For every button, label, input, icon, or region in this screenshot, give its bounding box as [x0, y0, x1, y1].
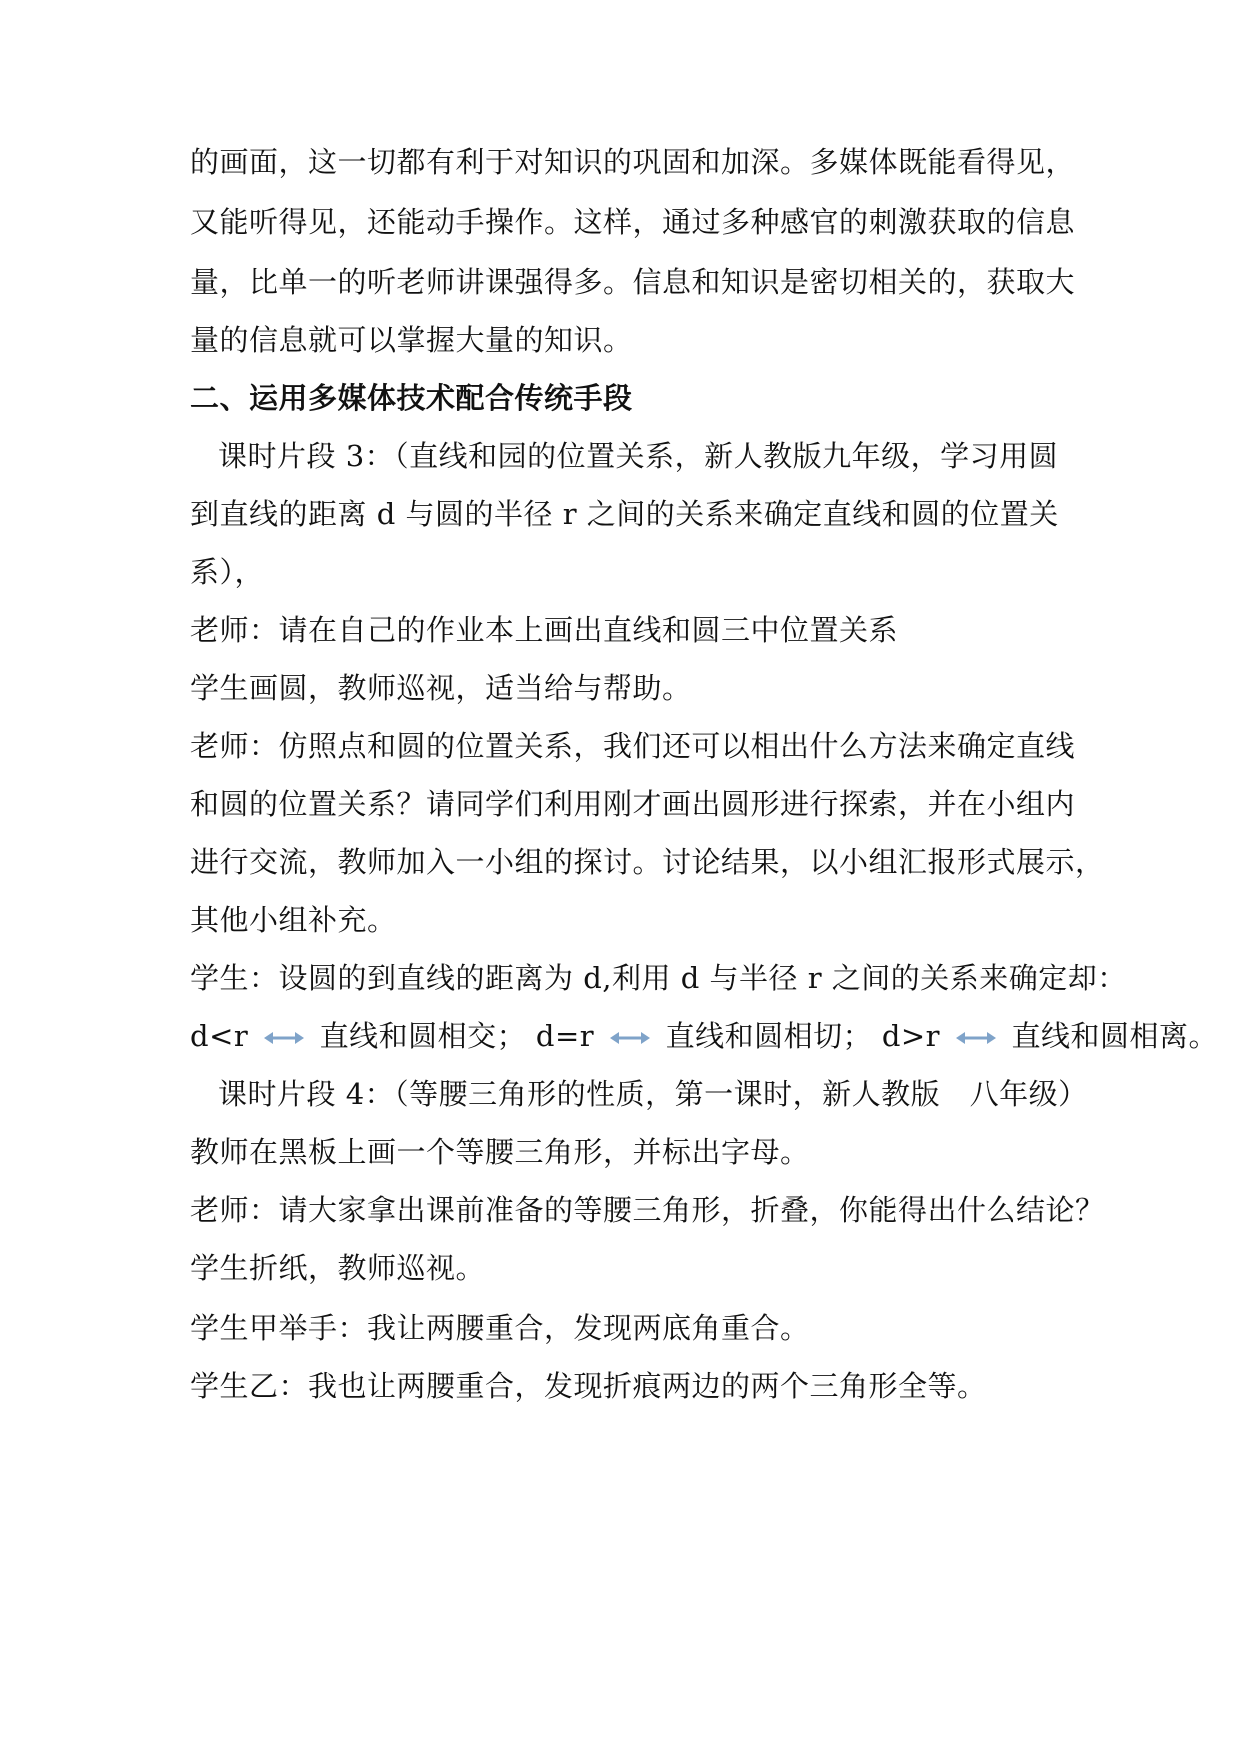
teacher-line: 其他小组补充。	[190, 903, 397, 937]
double-arrow-icon	[610, 1028, 650, 1048]
paragraph-line: 课时片段 4：（等腰三角形的性质，第一课时，新人教版 八年级）	[218, 1077, 1088, 1111]
student-line: 学生乙：我也让两腰重合，发现折痕两边的两个三角形全等。	[190, 1369, 987, 1403]
paragraph-line: 课时片段 3：（直线和园的位置关系，新人教版九年级，学习用圆	[218, 439, 1059, 473]
relation-separate-condition: d>r	[881, 1019, 941, 1053]
paragraph-line: 量，比单一的听老师讲课强得多。信息和知识是密切相关的，获取大	[190, 265, 1076, 299]
section-heading: 二、运用多媒体技术配合传统手段	[190, 381, 633, 415]
teacher-line: 老师：请大家拿出课前准备的等腰三角形，折叠，你能得出什么结论？	[190, 1193, 1105, 1227]
teacher-line: 和圆的位置关系？请同学们利用刚才画出圆形进行探索，并在小组内	[190, 787, 1076, 821]
double-arrow-icon	[956, 1028, 996, 1048]
double-arrow-icon	[264, 1028, 304, 1048]
teacher-line: 教师在黑板上画一个等腰三角形，并标出字母。	[190, 1135, 810, 1169]
paragraph-line: 又能听得见，还能动手操作。这样，通过多种感官的刺激获取的信息	[190, 205, 1076, 239]
relation-tangent-condition: d=r	[535, 1019, 595, 1053]
student-line: 学生折纸，教师巡视。	[190, 1251, 486, 1285]
relation-tangent-text: 直线和圆相切；	[665, 1019, 873, 1053]
paragraph-line: 到直线的距离 d 与圆的半径 r 之间的关系来确定直线和圆的位置关	[190, 497, 1059, 531]
student-line: 学生：设圆的到直线的距离为 d,利用 d 与半径 r 之间的关系来确定却：	[190, 961, 1127, 995]
relation-separate-text: 直线和圆相离。	[1011, 1019, 1218, 1053]
teacher-line: 老师：请在自己的作业本上画出直线和圆三中位置关系	[190, 613, 899, 647]
paragraph-line: 量的信息就可以掌握大量的知识。	[190, 323, 633, 357]
relation-intersect-condition: d<r	[190, 1019, 249, 1053]
relation-intersect-text: 直线和圆相交；	[319, 1019, 527, 1053]
student-line: 学生甲举手：我让两腰重合，发现两底角重合。	[190, 1311, 810, 1345]
paragraph-line: 的画面，这一切都有利于对知识的巩固和加深。多媒体既能看得见，	[190, 145, 1076, 179]
teacher-line: 老师：仿照点和圆的位置关系，我们还可以相出什么方法来确定直线	[190, 729, 1076, 763]
teacher-line: 进行交流，教师加入一小组的探讨。讨论结果，以小组汇报形式展示，	[190, 845, 1105, 879]
student-line: 学生画圆，教师巡视，适当给与帮助。	[190, 671, 692, 705]
paragraph-line: 系），	[190, 555, 265, 589]
relation-line	[190, 1016, 1218, 1056]
